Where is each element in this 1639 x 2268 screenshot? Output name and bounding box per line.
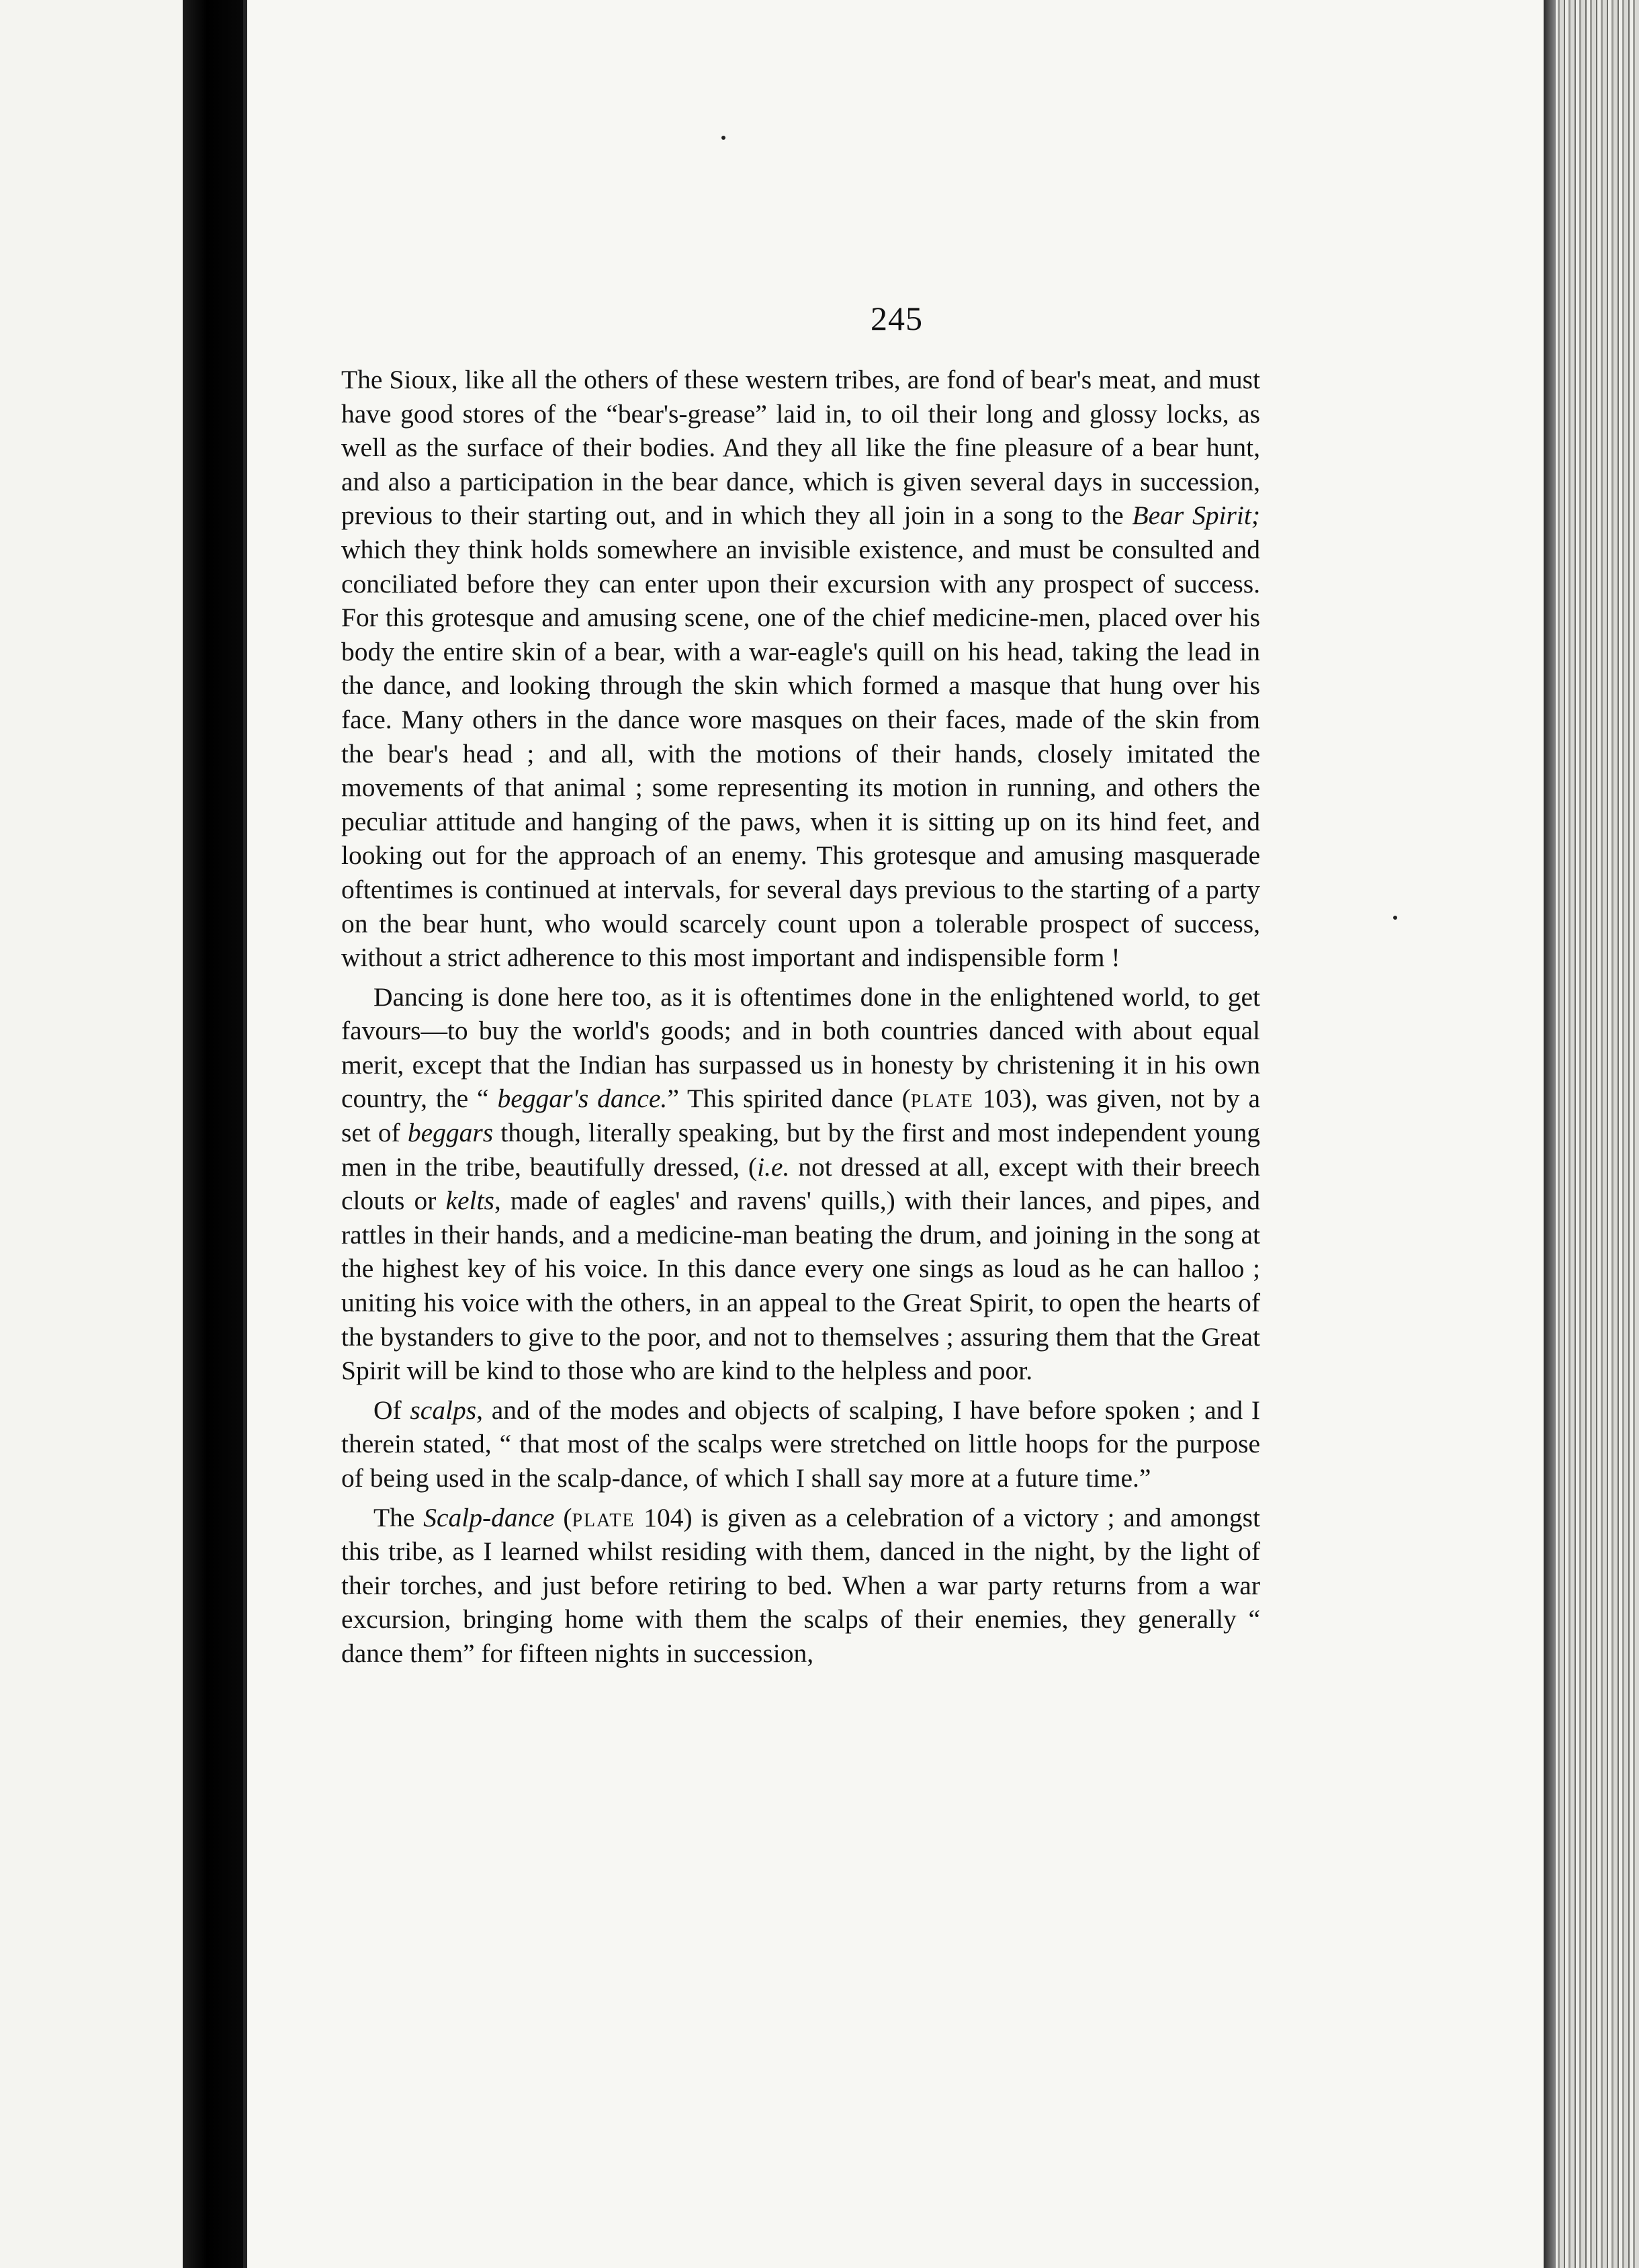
small-caps-run: plate bbox=[572, 1502, 635, 1532]
text-run: Of bbox=[373, 1395, 410, 1425]
italic-run: i.e. bbox=[757, 1151, 790, 1182]
page-edge-shadow bbox=[1544, 0, 1556, 2268]
text-run: The Sioux, like all the others of these western tribes, are fond of bear's meat, and must have good stores of the “bear's-grease” laid in, to oil their long and glossy locks, as well as the surface of their bodies. And they all like the fine pleasure of a bear hunt, and also a participation in the bear dance, which is given several days in succession, previous to their starting out, and in which they all join in a song to the bbox=[341, 365, 1260, 531]
left-page-edge bbox=[0, 0, 183, 2268]
italic-run: Scalp-dance bbox=[423, 1502, 555, 1532]
italic-run: Bear Spirit bbox=[1132, 500, 1251, 531]
text-run: which they think holds somewhere an invisible existence, and must be consulted and conciliated before they can enter upon their excursion with any prospect of success. For this grotesque and amusing scene, one of the chief medicine-men, placed over his body the entire skin of a bear, with a war-eagle's quill on his head, taking the lead in the dance, and looking through the skin which formed a masque that hung over his face. Many others in the dance wore masques on their faces, made of the skin from the bear's head ; and all, with the motions of their hands, closely imitated the movements of that animal ; some representing its motion in running, and others the peculiar attitude and hanging of the paws, when it is sitting up on its hind feet, and looking out for the approach of an enemy. This grotesque and amusing masquerade oftentimes is continued at intervals, for several days previous to the starting of a party on the bear hunt, who would scarcely count upon a tolerable prospect of success, without a strict adherence to this most important and indispensible form ! bbox=[341, 534, 1260, 973]
paragraph bbox=[341, 363, 1260, 975]
text-run: ( bbox=[554, 1502, 572, 1532]
text-run: Dancing is done here too, as it is oftentimes done in the enlightened world, to get favours—to buy the world's goods; and in both countries danced with about equal merit, except that the Indian has surpassed us in honesty by christening it in his own country, the “ bbox=[341, 982, 1260, 1114]
italic-run: scalps bbox=[410, 1395, 477, 1425]
paragraph bbox=[341, 1501, 1260, 1671]
italic-run: kelts bbox=[445, 1186, 494, 1216]
page-number: 245 bbox=[871, 300, 923, 337]
text-run: ” This spirited dance ( bbox=[667, 1084, 911, 1114]
text-run: 103), was given, not by a set of bbox=[341, 1084, 1260, 1148]
text-run: 104) is given as a celebration of a victory ; and amongst this tribe, as I learned whilst residing with them, danced in the night, by the light of their torches, and just before retiring to bed. When a war party returns from a war excursion, bringing home with them the scalps of their enemies, they generally “ dance them” for fifteen nights in succession, bbox=[341, 1502, 1260, 1668]
text-run: , and of the modes and objects of scalping, I have before spoken ; and I therein stated, “ that most of the scalps were stretched on little hoops for the purpose of being used in the scalp-dance, of which I shall say more at a future time.” bbox=[341, 1395, 1260, 1493]
small-caps-run: plate bbox=[910, 1084, 974, 1114]
italic-run: beggars bbox=[407, 1118, 494, 1148]
text-run: though, literally speaking, but by the first and most independent young men in the tribe, beautifully dressed, ( bbox=[341, 1118, 1260, 1182]
paragraph bbox=[341, 980, 1260, 1388]
ink-speck bbox=[1393, 916, 1397, 920]
italic-run: ; bbox=[1251, 500, 1260, 531]
ink-speck bbox=[721, 136, 725, 140]
body-text bbox=[341, 363, 1260, 1671]
stacked-page-edges bbox=[1544, 0, 1639, 2268]
text-run: The bbox=[373, 1502, 424, 1532]
italic-run: beggar's dance. bbox=[497, 1084, 668, 1114]
paragraph bbox=[341, 1393, 1260, 1495]
text-run: , made of eagles' and ravens' quills,) with their lances, and pipes, and rattles in their hands, and a medicine-man beating the drum, and joining in the song at the highest key of his voice. In this dance every one sings as loud as he can halloo ; uniting his voice with the others, in an appeal to the Great Spirit, to open the hearts of the bystanders to give to the poor, and not to themselves ; assuring them that the Great Spirit will be kind to those who are kind to the helpless and poor. bbox=[341, 1186, 1260, 1386]
book-gutter bbox=[183, 0, 243, 2268]
text-run: not dressed at all, except with their breech clouts or bbox=[341, 1151, 1260, 1216]
